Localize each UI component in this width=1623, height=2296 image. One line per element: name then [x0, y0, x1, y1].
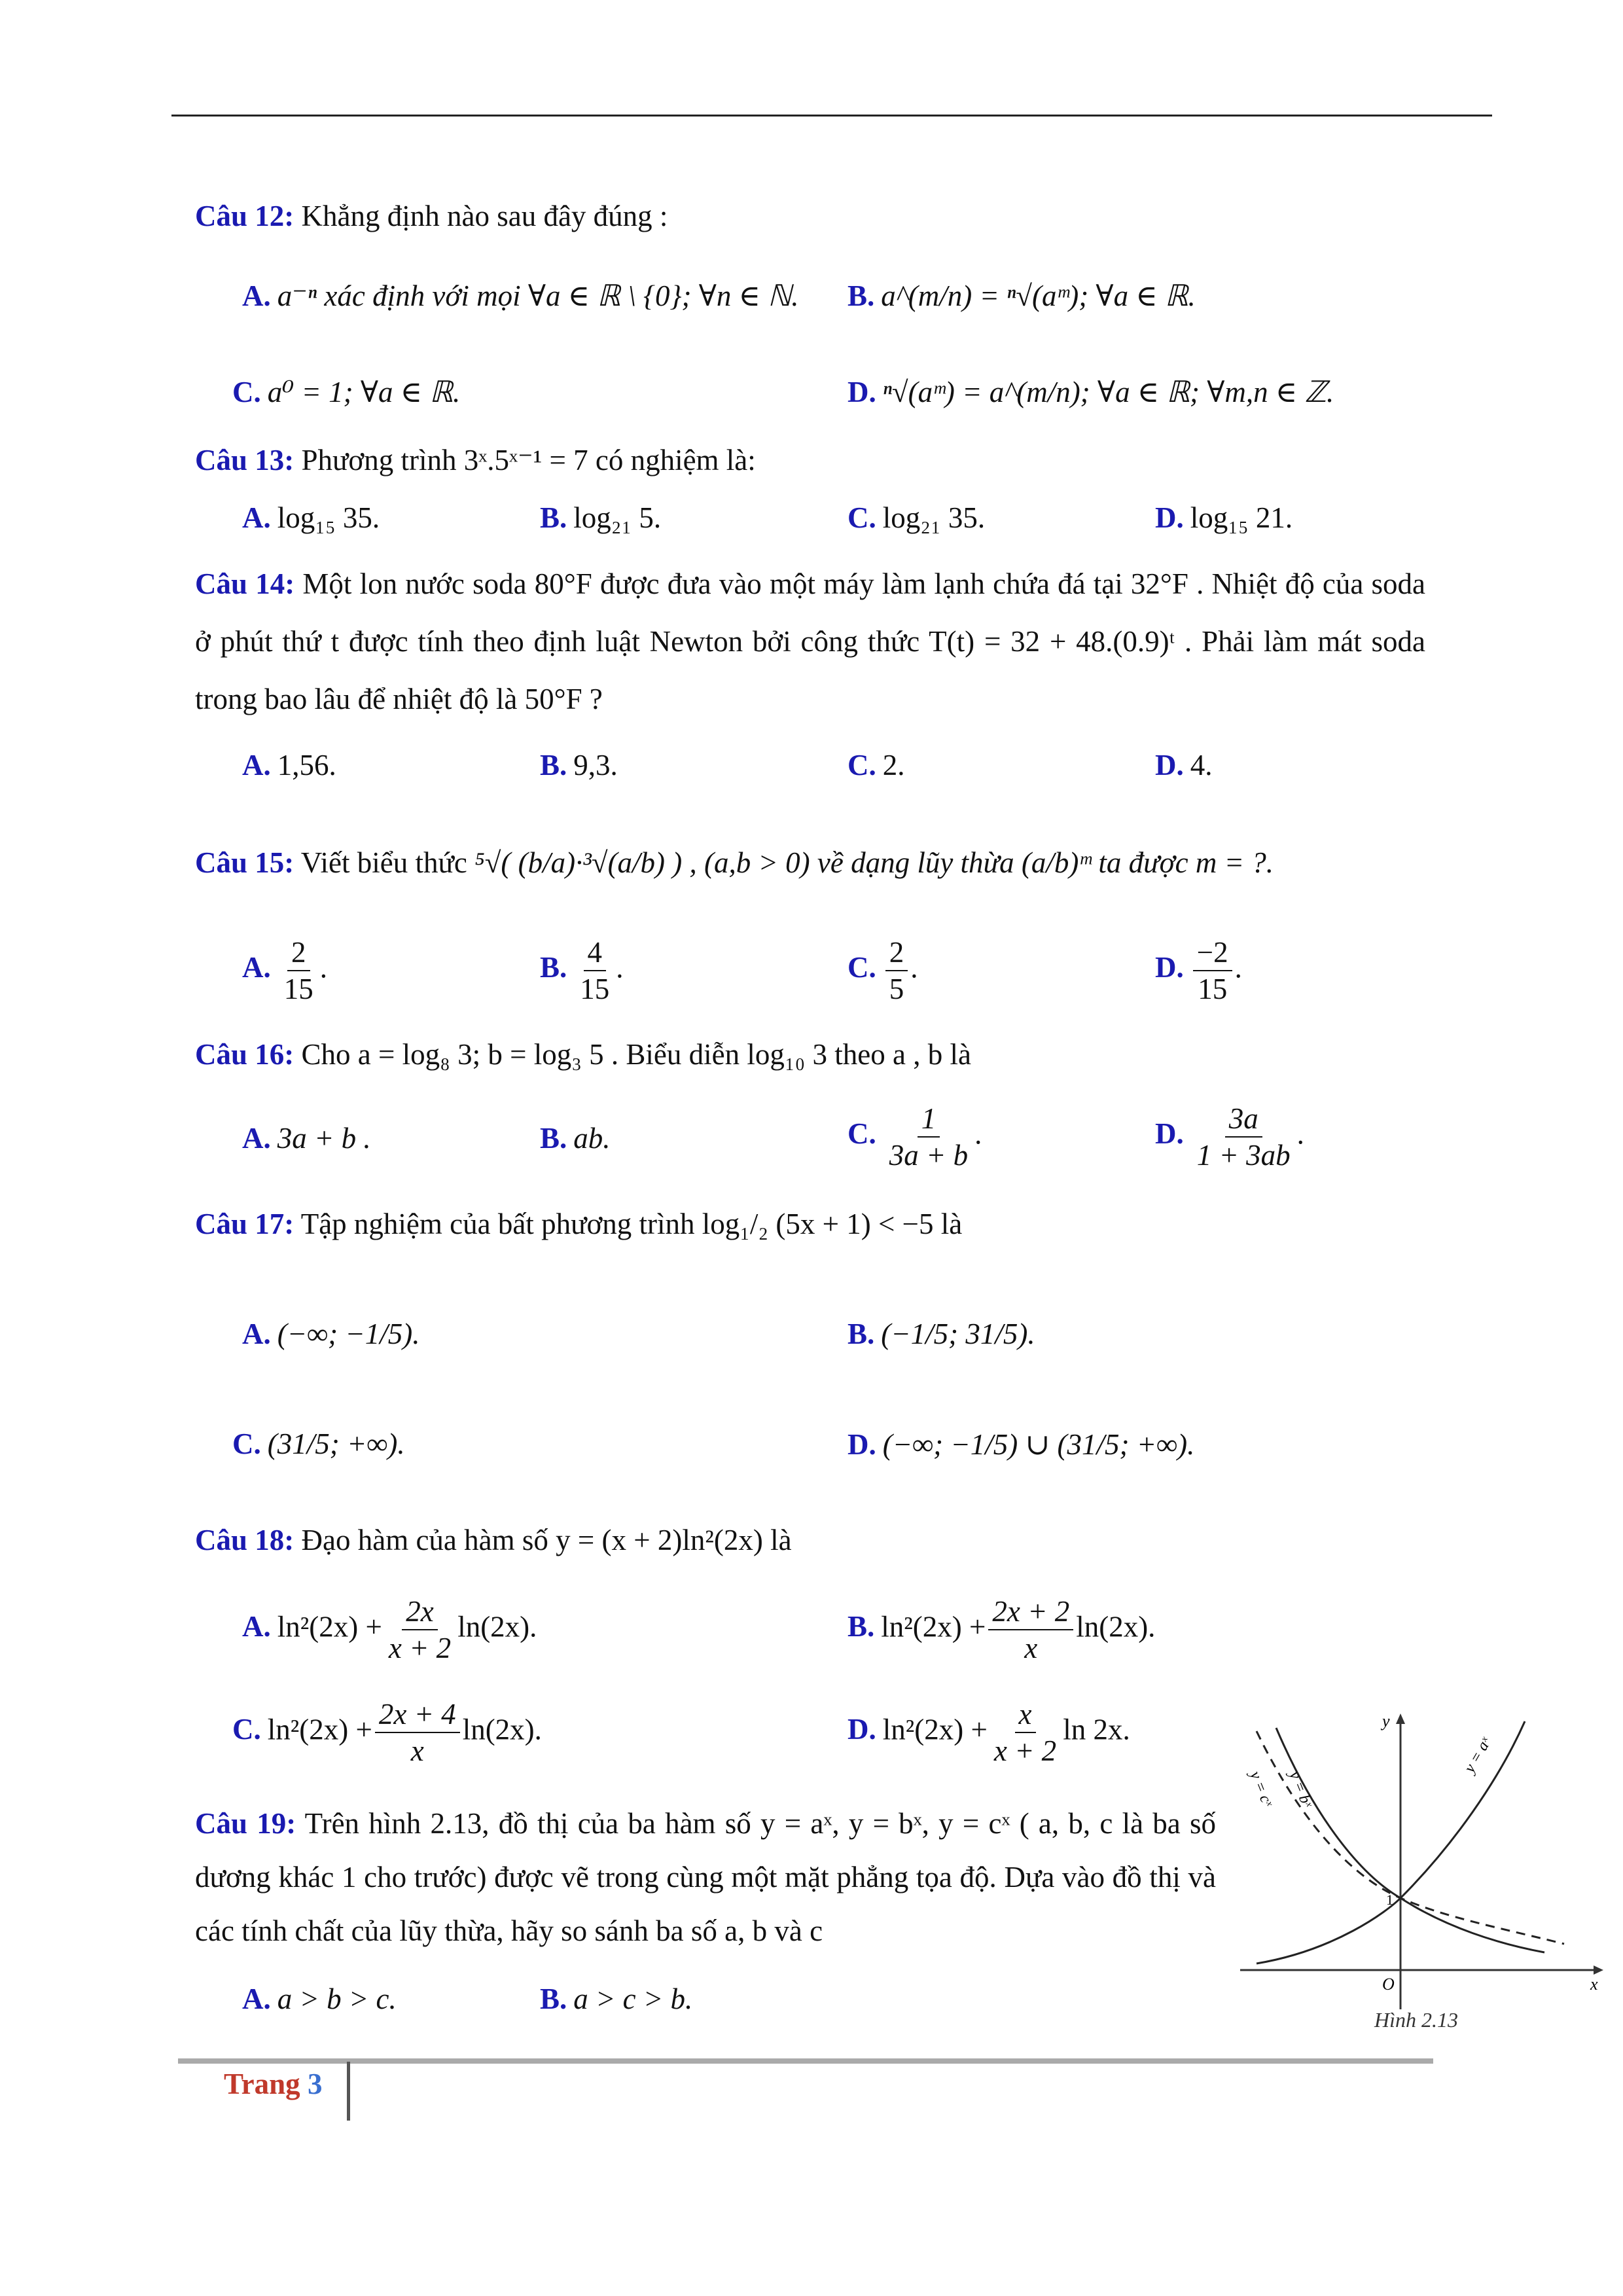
option-a[interactable]: A. $\frac{2}{15}$ . — [242, 936, 327, 1005]
one-label: 1 — [1386, 1892, 1393, 1908]
option-d[interactable]: D. ln²(2x) + $\frac{x}{x + 2}$ ln 2x. — [847, 1698, 1130, 1767]
x-axis-label: x — [1590, 1975, 1598, 1994]
question-18: Câu 18: Đạo hàm của hàm số y = (x + 2)ln²(2x) là — [195, 1524, 792, 1556]
question-17: Câu 17: Tập nghiệm của bất phương trình log₁/₂ (5x + 1) < −5 là — [195, 1208, 963, 1240]
option-d[interactable]: D. $\frac{3a}{1 + 3ab}$ . — [1155, 1102, 1304, 1172]
option-b[interactable]: B. (−1/5; 31/5). — [847, 1318, 1035, 1350]
figure-caption: Hình 2.13 — [1374, 2008, 1458, 2032]
footer-bar — [347, 2062, 350, 2121]
y-axis-label: y — [1382, 1712, 1390, 1731]
option-d[interactable]: D. log₁₅ 21. — [1155, 501, 1293, 534]
option-b[interactable]: B. $\frac{4}{15}$ . — [540, 936, 624, 1005]
option-d[interactable]: D. 4. — [1155, 749, 1213, 781]
footer-word: Trang — [224, 2068, 300, 2100]
question-16: Câu 16: Cho a = log₈ 3; b = log₃ 5 . Biểu diễn log₁₀ 3 theo a , b là — [195, 1038, 971, 1071]
origin-label: O — [1382, 1975, 1395, 1994]
curve-c — [1257, 1731, 1564, 1944]
question-19: Câu 19: Trên hình 2.13, đồ thị của ba hàm số y = aˣ, y = bˣ, y = cˣ ( a, b, c là ba số dương khác 1 cho trước) được vẽ trong cùng một mặt phẳng tọa độ. Dựa vào đồ thị và các tính chất của lũy thừa, hãy so sánh ba số a, b và c — [195, 1807, 1217, 1947]
option-b[interactable]: B. ln²(2x) + $\frac{2x + 2}{x}$ ln(2x). — [847, 1595, 1156, 1664]
question-text: Khẳng định nào sau đây đúng : — [301, 200, 668, 232]
curve-c-label: y = cˣ — [1246, 1768, 1276, 1810]
page-number: 3 — [307, 2068, 323, 2100]
option-a[interactable]: A. 3a + b . — [242, 1122, 371, 1155]
footer-rule — [178, 2058, 1433, 2064]
option-a[interactable]: A. log₁₅ 35. — [242, 501, 380, 534]
option-c[interactable]: C. $\frac{2}{5}$ . — [847, 936, 918, 1005]
page-footer — [224, 2067, 322, 2101]
option-c[interactable]: C. a⁰ = 1; ∀a ∈ ℝ. — [232, 376, 461, 408]
radical-expression: ⁵√( (b/a)·³√(a/b) ) — [474, 846, 683, 879]
curve-b-label: y = bˣ — [1285, 1768, 1316, 1810]
question-label: Câu 12: — [195, 200, 294, 232]
option-a[interactable]: A. ln²(2x) + $\frac{2x}{x + 2}$ ln(2x). — [242, 1595, 537, 1664]
option-d[interactable]: D. ⁿ√(aᵐ) = a^(m/n); ∀a ∈ ℝ; ∀m,n ∈ ℤ. — [847, 376, 1334, 408]
option-c[interactable]: C. 2. — [847, 749, 905, 781]
question-13: Câu 13: Phương trình 3ˣ.5ˣ⁻¹ = 7 có nghiệm là: — [195, 444, 756, 476]
question-14: Câu 14: Một lon nước soda 80°F được đưa vào một máy làm lạnh chứa đá tại 32°F . Nhiệt độ của soda ở phút thứ t được tính theo định luật Newton bởi công thức T(t) = 32 + 48.(0.9)ᵗ . Phải làm mát soda trong bao lâu để nhiệt độ là 50°F ? — [195, 567, 1425, 715]
option-c[interactable]: C. $\frac{1}{3a + b}$ . — [847, 1102, 982, 1172]
question-15: Câu 15: Viết biểu thức ⁵√( (b/a)·³√(a/b) ) , (a,b > 0) về dạng lũy thừa (a/b)ᵐ ta được m = ?. — [195, 846, 1274, 879]
option-d[interactable]: D. $\frac{-2}{15}$ . — [1155, 936, 1242, 1005]
option-c[interactable]: C. (31/5; +∞). — [232, 1427, 405, 1460]
option-d[interactable]: D. (−∞; −1/5) ∪ (31/5; +∞). — [847, 1428, 1195, 1461]
option-a[interactable]: A. (−∞; −1/5). — [242, 1318, 420, 1350]
option-c[interactable]: C. log₂₁ 35. — [847, 501, 986, 534]
option-b[interactable]: B. log₂₁ 5. — [540, 501, 662, 534]
top-rule — [171, 115, 1492, 117]
option-b[interactable]: B. 9,3. — [540, 749, 618, 781]
exponential-graph-figure — [1237, 1702, 1616, 2016]
curve-a-label: y = aˣ — [1461, 1734, 1495, 1776]
option-b[interactable]: B. ab. — [540, 1122, 611, 1155]
question-12 — [195, 198, 668, 234]
option-a[interactable]: A. a⁻ⁿ xác định với mọi ∀a ∈ ℝ \ {0}; ∀n ∈ ℕ. — [242, 279, 799, 312]
power-expression: (a/b)ᵐ — [1021, 846, 1092, 879]
option-a[interactable]: A. a > b > c. — [242, 1982, 397, 2015]
option-c[interactable]: C. ln²(2x) + $\frac{2x + 4}{x}$ ln(2x). — [232, 1698, 542, 1767]
option-b[interactable]: B. a^(m/n) = ⁿ√(aᵐ); ∀a ∈ ℝ. — [847, 279, 1196, 312]
option-b[interactable]: B. a > c > b. — [540, 1982, 693, 2015]
option-a[interactable]: A. 1,56. — [242, 749, 336, 781]
